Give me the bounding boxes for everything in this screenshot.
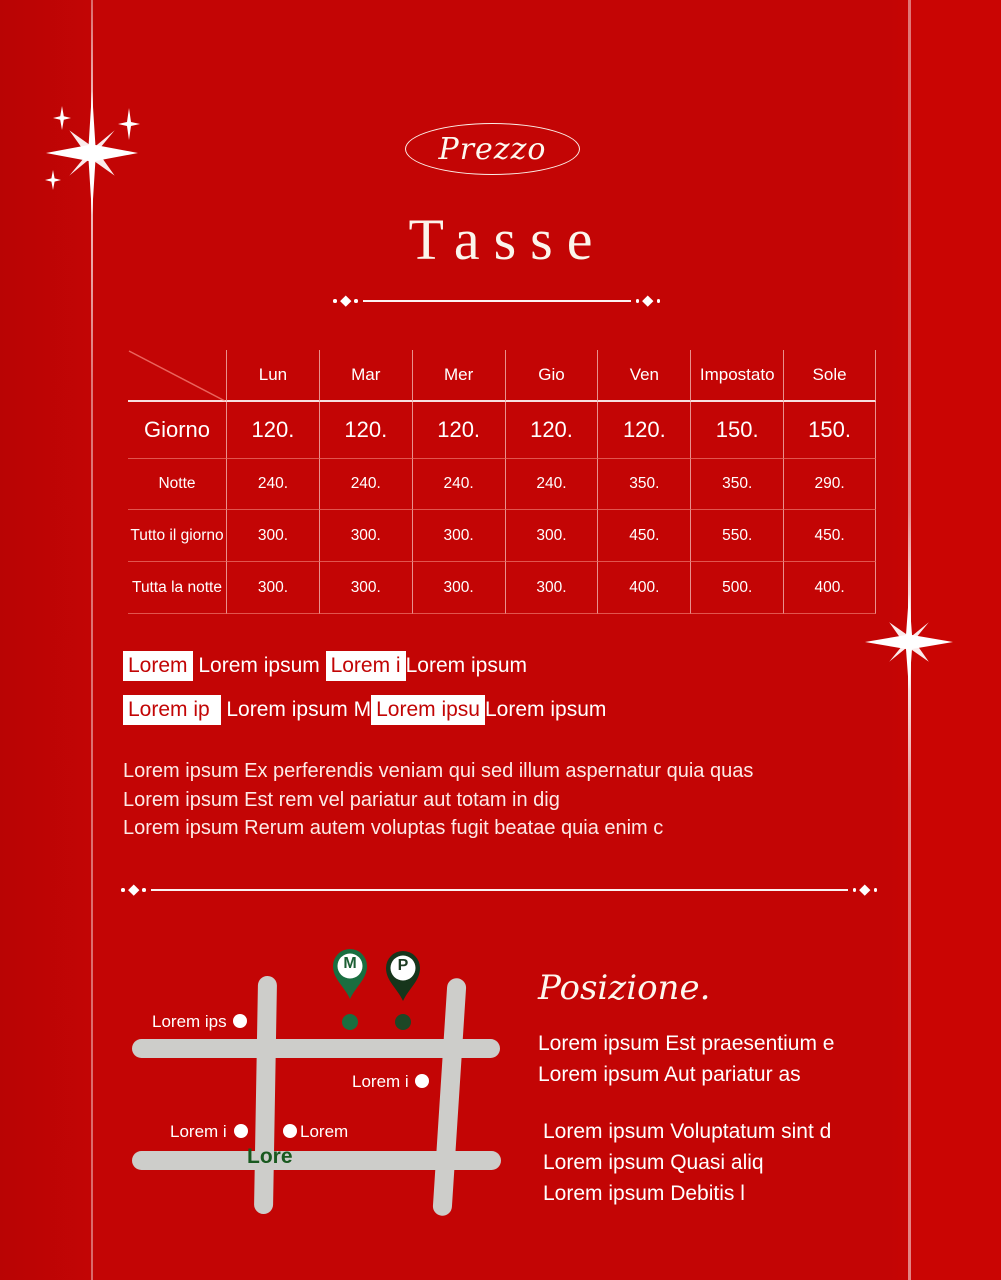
price-cell: 400. — [597, 562, 690, 614]
badge-label: Prezzo — [438, 131, 547, 167]
price-cell: 240. — [319, 459, 412, 510]
price-cell: 400. — [783, 562, 876, 614]
price-cell: 150. — [690, 402, 783, 459]
location-lines-1 — [538, 1028, 834, 1090]
price-cell: 300. — [226, 562, 319, 614]
row-label: Notte — [128, 459, 226, 510]
note-line-1 — [123, 651, 527, 681]
note-text: Lorem ipsum — [405, 654, 527, 677]
map-road-horizontal — [132, 1151, 501, 1170]
price-cell: 240. — [412, 459, 505, 510]
price-cell: 240. — [226, 459, 319, 510]
column-header: Lun — [226, 350, 319, 402]
highlighted-text: Lorem — [123, 651, 193, 681]
sparkle-small-icon — [49, 105, 75, 131]
map-pin-m-icon — [330, 948, 370, 1000]
row-label: Tutto il giorno — [128, 510, 226, 562]
price-cell: 300. — [412, 510, 505, 562]
map-point-dot — [234, 1124, 248, 1138]
column-header: Mer — [412, 350, 505, 402]
price-cell: 120. — [412, 402, 505, 459]
street-name-label: Lore — [247, 1145, 293, 1168]
note-text: Lorem ipsum — [484, 698, 607, 721]
price-cell: 150. — [783, 402, 876, 459]
row-label: Giorno — [128, 402, 226, 459]
section-divider — [121, 885, 877, 895]
map-point-dot — [415, 1074, 429, 1088]
column-header: Sole — [783, 350, 876, 402]
highlighted-text: Lorem i — [326, 651, 406, 681]
location-line: Lorem ipsum Aut pariatur as — [538, 1063, 801, 1086]
paragraph-line: Lorem ipsum Est rem vel pariatur aut totam in dig — [123, 788, 560, 811]
map-point-dot — [233, 1014, 247, 1028]
price-cell: 300. — [505, 510, 598, 562]
location-line: Lorem ipsum Est praesentium e — [538, 1032, 835, 1055]
page-title: Tasse — [408, 207, 607, 272]
map-label: Lorem i — [170, 1122, 227, 1141]
location-line: Lorem ipsum Quasi aliq — [543, 1151, 764, 1174]
price-cell: 300. — [505, 562, 598, 614]
column-header: Gio — [505, 350, 598, 402]
price-cell: 300. — [412, 562, 505, 614]
paragraph-line: Lorem ipsum Ex perferendis veniam qui sed illum aspernatur quia quas — [123, 760, 754, 782]
column-header: Mar — [319, 350, 412, 402]
price-cell: 120. — [319, 402, 412, 459]
map-pin-p-icon — [383, 950, 423, 1002]
price-cell: 450. — [783, 510, 876, 562]
price-cell: 120. — [505, 402, 598, 459]
sparkle-small-icon — [112, 107, 146, 141]
map-road-vertical — [254, 976, 277, 1214]
price-cell: 350. — [690, 459, 783, 510]
pin-m-letter: M — [343, 955, 357, 972]
terms-paragraph — [123, 757, 753, 843]
price-cell: 300. — [319, 510, 412, 562]
price-cell: 500. — [690, 562, 783, 614]
highlighted-text: Lorem ipsu — [371, 695, 485, 725]
pin-p-dot — [395, 1014, 411, 1030]
price-badge-oval — [405, 123, 580, 175]
price-cell: 290. — [783, 459, 876, 510]
location-lines-2 — [543, 1116, 831, 1209]
map-label: Lorem ips — [152, 1012, 227, 1031]
price-cell: 300. — [319, 562, 412, 614]
map-label: Lorem — [300, 1122, 349, 1141]
note-text: Lorem ipsum — [192, 654, 326, 677]
column-header: Ven — [597, 350, 690, 402]
highlighted-text: Lorem ip — [123, 695, 221, 725]
location-line: Lorem ipsum Debitis l — [543, 1182, 745, 1205]
sparkle-small-icon — [42, 169, 64, 191]
location-line: Lorem ipsum Voluptatum sint d — [543, 1120, 832, 1143]
price-cell: 350. — [597, 459, 690, 510]
map-road-vertical — [432, 978, 466, 1217]
pin-p-letter: P — [397, 957, 409, 974]
map-label: Lorem i — [352, 1072, 409, 1091]
map-point-dot — [283, 1124, 297, 1138]
column-header: Impostato — [690, 350, 783, 402]
title-divider — [333, 296, 660, 306]
price-cell: 240. — [505, 459, 598, 510]
price-cell: 450. — [597, 510, 690, 562]
map-road-horizontal — [132, 1039, 500, 1058]
price-cell: 120. — [226, 402, 319, 459]
note-text: Lorem ipsum M — [220, 698, 372, 721]
row-label: Tutta la notte — [128, 562, 226, 614]
table-corner-cell — [128, 350, 226, 402]
note-line-2 — [123, 695, 606, 725]
price-cell: 550. — [690, 510, 783, 562]
pin-m-dot — [342, 1014, 358, 1030]
price-cell: 120. — [597, 402, 690, 459]
price-cell: 300. — [226, 510, 319, 562]
location-heading: Posizione. — [538, 968, 711, 1008]
paragraph-line: Lorem ipsum Rerum autem voluptas fugit beatae quia enim c — [123, 817, 664, 839]
price-table — [128, 350, 876, 614]
